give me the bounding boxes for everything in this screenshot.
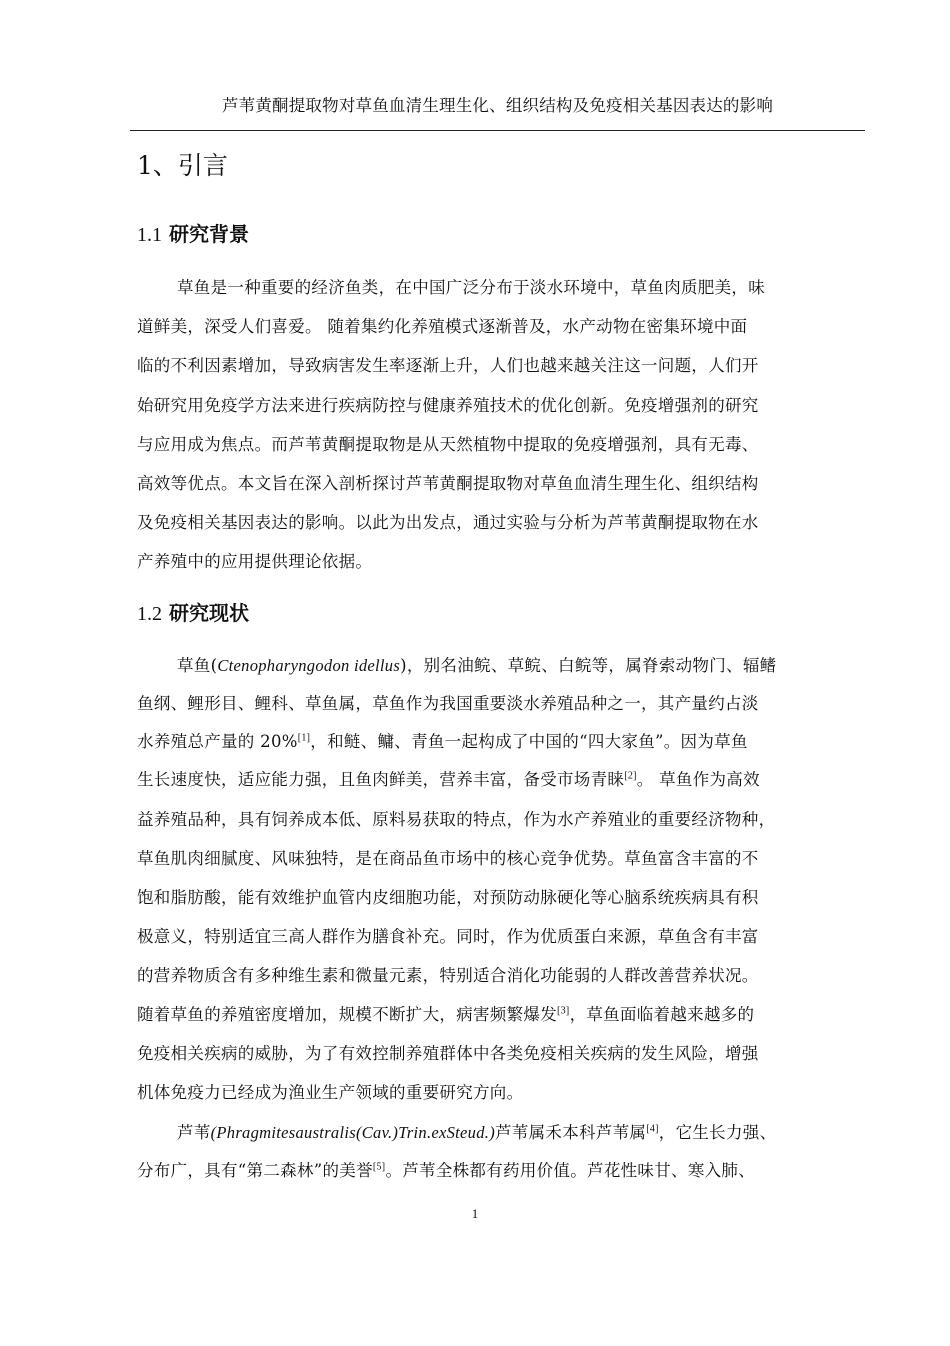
text-run: 草鱼( [177,656,218,675]
subsection-title: 研究现状 [168,601,249,625]
paragraph-line [137,1157,755,1181]
paragraph-line: 免疫相关疾病的威胁，为了有效控制养殖群体中各类免疫相关疾病的发生风险，增强 [137,1044,759,1063]
subsection-heading-research-background [137,218,249,247]
text-run: 芦苇 [177,1123,211,1142]
page-number: 1 [471,1206,479,1221]
paragraph-line: 产养殖中的应用提供理论依据。 [137,552,373,571]
citation-ref: [1] [297,732,311,744]
subsection-number: 1.1 [137,224,162,246]
paragraph-line: 益养殖品种，具有饲养成本低、原料易获取的特点，作为水产养殖业的重要经济物种， [137,810,776,829]
scientific-name: Ctenopharyngodon idellus [217,656,401,675]
paragraph-line [177,652,776,676]
text-run: )，别名油鲩、草鲩、白鲩等，属脊索动物门、辐鳍 [400,656,777,675]
paragraph-line: 及免疫相关基因表达的影响。以此为出发点，通过实验与分析为芦苇黄酮提取物在水 [137,513,759,532]
text-run: 生长速度快，适应能力强，且鱼肉鲜美，营养丰富，备受市场青睐 [137,770,625,789]
paragraph-line: 机体免疫力已经成为渔业生产领域的重要研究方向。 [137,1083,524,1102]
text-run: 。 草鱼作为高效 [636,770,760,789]
subsection-title: 研究背景 [168,222,249,246]
text-run: 芦苇属禾本科芦苇属 [495,1123,647,1142]
paragraph-line: 道鲜美，深受人们喜爱。 随着集约化养殖模式逐渐普及，水产动物在密集环境中面 [137,317,748,336]
text-run: 随着草鱼的养殖密度增加，规模不断扩大，病害频繁爆发 [137,1005,557,1024]
paragraph-line: 高效等优点。本文旨在深入剖析探讨芦苇黄酮提取物对草鱼血清生理生化、组织结构 [137,474,759,493]
paragraph-line [137,766,760,790]
paragraph-line: 鱼纲、鲤形目、鲤科、草鱼属，草鱼作为我国重要淡水养殖品种之一，其产量约占淡 [137,694,759,713]
text-run: ，和鲢、鳙、青鱼一起构成了中国的“四大家鱼”。因为草鱼 [310,732,748,751]
citation-ref: [3] [557,1005,570,1017]
text-run: 。芦苇全株都有药用价值。芦花性味甘、寒入肺、 [385,1161,756,1180]
paragraph-line [177,1119,776,1143]
header-divider [130,130,865,131]
section-heading: 1、引言 [137,151,228,180]
subsection-number: 1.2 [137,603,162,625]
paragraph-line: 与应用成为焦点。而芦苇黄酮提取物是从天然植物中提取的免疫增强剂，具有无毒、 [137,435,759,454]
running-header: 芦苇黄酮提取物对草鱼血清生理生化、组织结构及免疫相关基因表达的影响 [221,96,774,115]
paragraph-line: 草鱼是一种重要的经济鱼类，在中国广泛分布于淡水环境中，草鱼肉质肥美，味 [177,278,765,297]
text-run: ，它生长力强、 [658,1123,777,1142]
paragraph-line: 临的不利因素增加，导致病害发生率逐渐上升，人们也越来越关注这一问题，人们开 [137,356,759,375]
paragraph-line: 极意义，特别适宜三高人群作为膳食补充。同时，作为优质蛋白来源，草鱼含有丰富 [137,927,759,946]
paragraph-line: 始研究用免疫学方法来进行疾病防控与健康养殖技术的优化创新。免疫增强剂的研究 [137,396,759,415]
citation-ref: [4] [646,1123,659,1135]
text-run: 水养殖总产量的 20% [137,732,298,751]
citation-ref: [5] [372,1161,386,1173]
paragraph-line: 饱和脂肪酸，能有效维护血管内皮细胞功能，对预防动脉硬化等心脑系统疾病具有积 [137,888,759,907]
scientific-name: (Phragmitesaustralis(Cav.)Trin.exSteud.) [210,1123,495,1142]
citation-ref: [2] [624,770,637,782]
text-run: 分布广，具有“第二森林”的美誉 [137,1161,373,1180]
paragraph-line: 的营养物质含有多种维生素和微量元素，特别适合消化功能弱的人群改善营养状况。 [137,966,759,985]
paragraph-line [137,1001,754,1025]
subsection-heading-research-status [137,597,249,626]
text-run: ，草鱼面临着越来越多的 [569,1005,755,1024]
paragraph-line [137,728,748,752]
paragraph-line: 草鱼肌肉细腻度、风味独特，是在商品鱼市场中的核心竞争优势。草鱼富含丰富的不 [137,849,759,868]
